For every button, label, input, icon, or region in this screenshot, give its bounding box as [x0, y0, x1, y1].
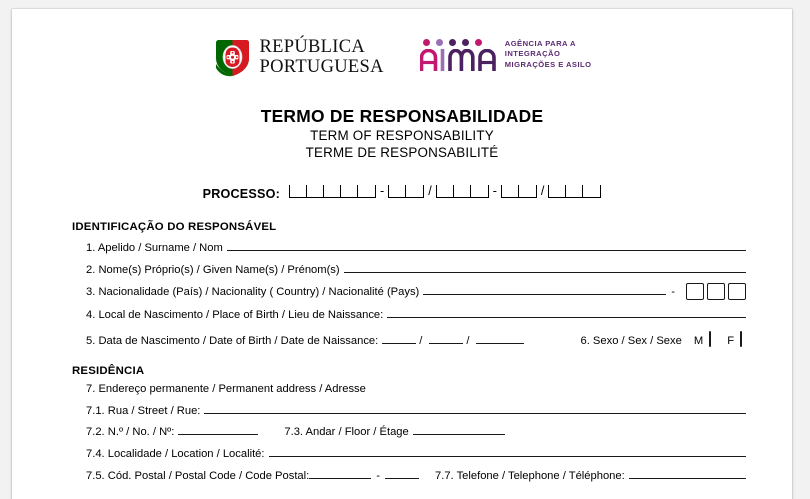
processo-row: [12, 185, 792, 201]
aima-mark: [420, 39, 496, 71]
aima-dot-4: [462, 39, 469, 46]
field-label-7: 7. Endereço permanente / Permanent address / Adresse: [86, 382, 366, 395]
document-page: [12, 9, 792, 499]
field-input-74-locality[interactable]: [269, 445, 746, 457]
aima-logo: [420, 37, 592, 71]
field-row-72-number-floor: [86, 423, 746, 438]
section-heading-identificacao: IDENTIFICAÇÃO DO RESPONSÁVEL: [72, 221, 277, 233]
field-input-75-postal-ext[interactable]: [385, 467, 419, 479]
field-row-5-date-of-birth: [86, 328, 746, 347]
field-input-1-surname[interactable]: [227, 239, 746, 251]
field-label-7-2: 7.2. N.º / No. / Nº:: [86, 426, 175, 439]
aima-wordmark-icon: [420, 49, 496, 71]
aima-dot-1: [423, 39, 430, 46]
field-input-3-nationality[interactable]: [423, 283, 666, 295]
sex-male-checkbox[interactable]: [709, 331, 711, 347]
field-row-1-surname: [86, 239, 746, 254]
dob-day-input[interactable]: [382, 332, 416, 344]
aima-tagline-line1: AGÊNCIA PARA A: [504, 39, 576, 48]
nationality-code-box-2[interactable]: [707, 283, 725, 300]
section-heading-residencia: RESIDÊNCIA: [72, 364, 145, 377]
field-row-3-nationality: [86, 283, 746, 300]
field-label-3: 3. Nacionalidade (País) / Nacionality ( Country) / Nacionalité (Pays): [86, 285, 420, 298]
dob-year-input[interactable]: [476, 332, 524, 344]
aima-tagline: [505, 39, 592, 71]
field-label-7-7: 7.7. Telefone / Telephone / Téléphone:: [435, 470, 625, 482]
field-row-7-permanent-address: [86, 383, 746, 395]
processo-group-3[interactable]: [436, 185, 489, 198]
nationality-code-box-1[interactable]: [686, 283, 704, 300]
field-label-7-4: 7.4. Localidade / Location / Localité:: [86, 448, 265, 461]
dob-month-input[interactable]: [429, 332, 463, 344]
nationality-code-box-3[interactable]: [728, 283, 746, 300]
processo-label: PROCESSO:: [202, 187, 280, 201]
republica-portuguesa-text: [260, 38, 384, 77]
republica-line1: REPÚBLICA: [259, 37, 366, 58]
nationality-dash: -: [671, 285, 675, 298]
field-row-71-street: [86, 402, 746, 417]
document-title-block: [12, 106, 792, 161]
aima-tagline-line2: INTEGRAÇÃO: [504, 49, 561, 59]
field-input-71-street[interactable]: [204, 402, 746, 414]
sex-female-checkbox[interactable]: [740, 331, 742, 347]
field-label-4: 4. Local de Nascimento / Place of Birth / Lieu de Naissance:: [86, 309, 384, 322]
processo-sep-4: /: [540, 184, 545, 198]
postal-dash: -: [376, 470, 380, 482]
field-label-6-sex: 6. Sexo / Sex / Sexe: [580, 334, 682, 347]
field-label-7-5: 7.5. Cód. Postal / Postal Code / Code Postal:: [86, 470, 310, 482]
field-row-2-given-names: [86, 261, 746, 276]
nationality-code-boxes[interactable]: [686, 283, 746, 300]
aima-dot-5: [475, 39, 482, 46]
processo-number-field[interactable]: [289, 185, 601, 198]
field-input-77-phone[interactable]: [629, 467, 746, 479]
title-pt: TERMO DE RESPONSABILIDADE: [260, 106, 544, 126]
field-input-73-floor[interactable]: [413, 423, 505, 435]
aima-dots: [420, 39, 496, 46]
field-row-74-locality: [86, 445, 746, 460]
portugal-shield-icon: [213, 37, 253, 79]
republica-portuguesa-logo: [213, 37, 384, 79]
processo-group-2[interactable]: [388, 185, 424, 198]
field-label-2: 2. Nome(s) Próprio(s) / Given Name(s) / Prénom(s): [86, 263, 340, 276]
field-label-7-3: 7.3. Andar / Floor / Étage: [284, 426, 409, 439]
field-row-75-postal-phone: [86, 467, 746, 482]
form-body: [70, 221, 746, 489]
sex-male-label: M: [693, 334, 704, 347]
dob-sep-2: /: [466, 334, 470, 347]
title-fr: TERME DE RESPONSABILITÉ: [305, 144, 499, 160]
header-logos: [12, 37, 792, 79]
aima-dot-3: [449, 39, 456, 46]
field-row-4-place-of-birth: [86, 306, 746, 321]
processo-sep-1: -: [379, 184, 385, 198]
processo-sep-3: -: [492, 184, 497, 198]
field-label-5: 5. Data de Nascimento / Date of Birth / Date de Naissance:: [86, 334, 379, 347]
field-input-2-given-names[interactable]: [344, 261, 746, 273]
field-input-72-number[interactable]: [178, 423, 258, 435]
processo-group-5[interactable]: [548, 185, 601, 198]
processo-group-1[interactable]: [289, 185, 376, 198]
sex-female-label: F: [727, 334, 735, 347]
processo-sep-2: /: [428, 184, 432, 198]
field-label-7-1: 7.1. Rua / Street / Rue:: [86, 404, 201, 417]
processo-group-4[interactable]: [501, 185, 537, 198]
aima-tagline-line3: MIGRAÇÕES E ASILO: [504, 59, 592, 69]
republica-line2: PORTUGUESA: [259, 57, 384, 77]
dob-sep-1: /: [419, 334, 423, 347]
aima-dot-2: [436, 39, 443, 46]
field-input-75-postal-main[interactable]: [309, 467, 371, 479]
field-input-4-place-of-birth[interactable]: [387, 306, 746, 318]
field-label-1: 1. Apelido / Surname / Nom: [86, 242, 223, 254]
title-en: TERM OF RESPONSABILITY: [310, 127, 494, 143]
